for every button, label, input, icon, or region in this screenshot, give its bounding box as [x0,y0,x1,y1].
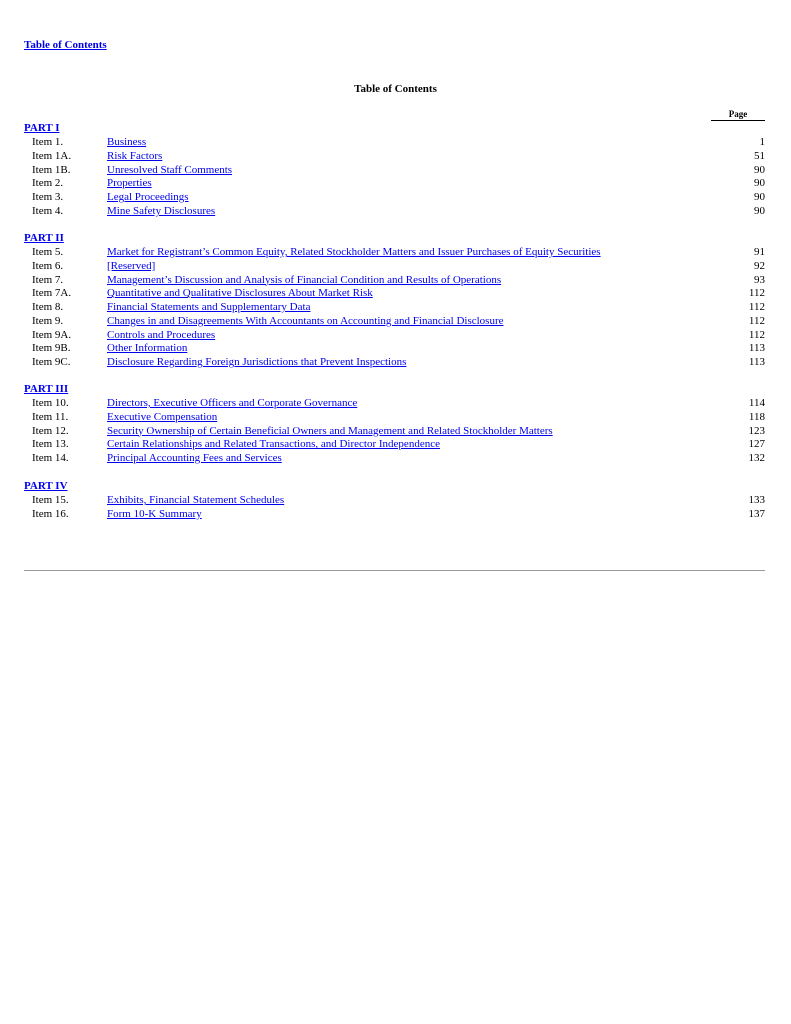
part-heading[interactable]: PART I [24,122,60,134]
item-title-link[interactable]: Certain Relationships and Related Transactions, and Director Independence [107,438,440,451]
table-of-contents-link[interactable]: Table of Contents [24,39,107,51]
toc-row [24,245,765,259]
item-number: Item 3. [32,191,64,203]
item-number: Item 9. [32,314,64,327]
item-title-link[interactable]: Properties [107,177,152,190]
page-number: 127 [748,438,765,451]
item-title-link[interactable]: Legal Proceedings [107,191,189,203]
item-number: Item 9B. [32,342,71,355]
page-column-header: Page [711,109,765,121]
toc-row [24,451,765,465]
item-number: Item 2. [32,177,64,190]
toc-row [24,259,765,273]
part-heading[interactable]: PART IV [24,480,68,492]
item-number: Item 4. [32,204,64,217]
item-title-link[interactable]: Management’s Discussion and Analysis of Financial Condition and Results of Operations [107,273,502,286]
item-title-link[interactable]: Financial Statements and Supplementary Data [107,301,311,313]
part-heading[interactable]: PART III [24,383,69,395]
item-title-link[interactable]: Principal Accounting Fees and Services [107,452,282,464]
toc-row [24,507,765,521]
item-title-link[interactable]: Form 10-K Summary [107,507,202,520]
item-number: Item 1. [32,136,64,148]
item-title-link[interactable]: Security Ownership of Certain Beneficial Owners and Management and Related Stockholder Matters [107,424,553,437]
page-number: 112 [748,328,765,341]
page-number: 113 [748,342,765,355]
page-number: 132 [748,452,765,464]
page-number: 90 [754,204,765,217]
toc-row [24,300,765,314]
item-number: Item 12. [32,424,69,437]
page-number: 112 [748,314,765,327]
toc-row [24,341,765,355]
page-number: 137 [748,507,765,520]
part-heading[interactable]: PART II [24,232,64,244]
item-number: Item 7A. [32,287,72,300]
page-number: 92 [754,259,765,272]
page-divider [24,570,765,571]
toc-row [24,493,765,507]
item-title-link[interactable]: [Reserved] [107,259,156,272]
item-title-link[interactable]: Controls and Procedures [107,328,216,341]
item-number: Item 14. [32,452,69,464]
toc-row [24,396,765,410]
item-number: Item 1B. [32,163,71,176]
item-title-link[interactable]: Market for Registrant’s Common Equity, Related Stockholder Matters and Issuer Purchases of Equity Securities [107,246,601,258]
item-number: Item 7. [32,273,64,286]
item-title-link[interactable]: Executive Compensation [107,410,218,423]
toc-row [24,355,765,369]
item-title-link[interactable]: Business [107,136,147,148]
toc-row [24,190,765,204]
page-number: 93 [754,273,765,286]
page-number: 112 [748,287,765,300]
page-number: 114 [748,397,765,409]
page-number: 91 [754,246,765,258]
item-title-link[interactable]: Exhibits, Financial Statement Schedules [107,494,285,506]
item-number: Item 9A. [32,328,72,341]
toc-row [24,149,765,163]
page-number: 133 [748,494,765,506]
item-title-link[interactable]: Mine Safety Disclosures [107,204,216,217]
item-number: Item 5. [32,246,64,258]
page-number: 118 [748,410,765,423]
toc-row [24,273,765,287]
item-title-link[interactable]: Disclosure Regarding Foreign Jurisdictions that Prevent Inspections [107,356,407,368]
toc-row [24,328,765,342]
page-number: 90 [754,191,765,203]
page-number: 123 [748,424,765,437]
toc-row [24,314,765,328]
item-title-link[interactable]: Risk Factors [107,149,163,162]
toc-row [24,135,765,149]
page-number: 1 [759,136,765,148]
toc-row [24,410,765,424]
page-number: 112 [748,301,765,313]
toc-row [24,204,765,218]
item-title-link[interactable]: Changes in and Disagreements With Accountants on Accounting and Financial Disclosure [107,314,504,327]
toc-row [24,437,765,451]
item-title-link[interactable]: Directors, Executive Officers and Corporate Governance [107,397,358,409]
page-number: 90 [754,163,765,176]
page-title: Table of Contents [354,83,437,95]
page-number: 51 [754,149,765,162]
item-number: Item 8. [32,301,64,313]
toc-row [24,163,765,177]
item-number: Item 16. [32,507,69,520]
toc-row [24,176,765,190]
page-number: 113 [748,356,765,368]
toc-row [24,286,765,300]
item-number: Item 1A. [32,149,72,162]
item-title-link[interactable]: Quantitative and Qualitative Disclosures About Market Risk [107,287,373,300]
item-number: Item 10. [32,397,69,409]
toc-row [24,424,765,438]
item-title-link[interactable]: Unresolved Staff Comments [107,163,233,176]
page-number: 90 [754,177,765,190]
item-number: Item 13. [32,438,69,451]
item-number: Item 6. [32,259,64,272]
item-title-link[interactable]: Other Information [107,342,188,355]
item-number: Item 9C. [32,356,71,368]
item-number: Item 15. [32,494,69,506]
item-number: Item 11. [32,410,69,423]
